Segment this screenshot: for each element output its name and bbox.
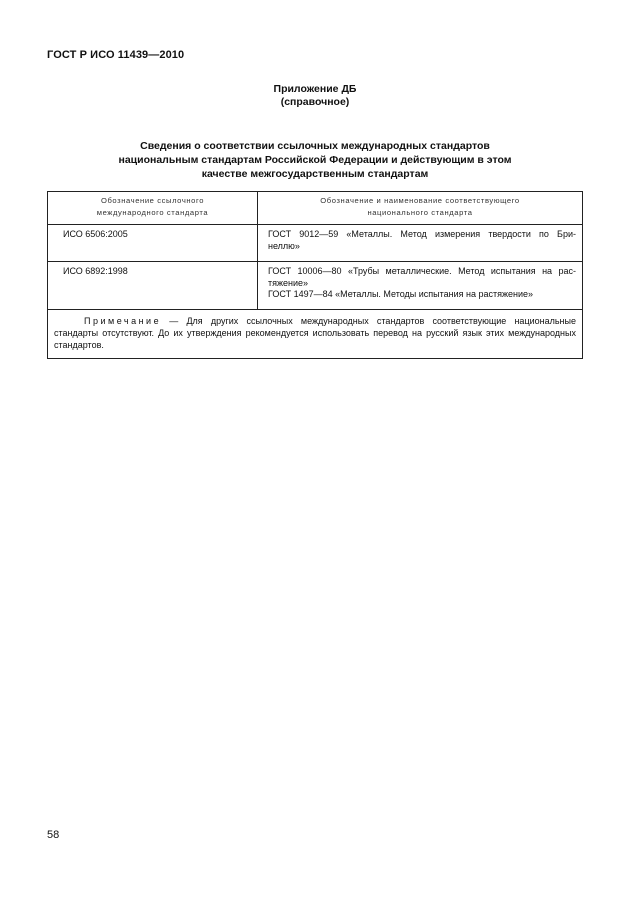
table-row [48,225,583,262]
section-title-line: Сведения о соответствии ссылочных международных стандартов [140,140,490,152]
header-text: международного стандарта [96,208,209,217]
national-standard-cell [258,225,583,262]
appendix-title: Приложение ДБ [273,83,357,95]
cell-line: ГОСТ 1497—84 «Металлы. Методы испытания на растяжение» [268,289,534,299]
cell-line: ГОСТ 9012—59 «Металлы. Метод измерения твердости по Бри- [268,229,576,239]
section-title-line: национальным стандартам Российской Федерации и действующим в этом [118,154,512,166]
header-text: Обозначение и наименование соответствующего [320,196,520,205]
standards-correspondence-table [47,191,583,359]
reference-standard-cell: ИСО 6892:1998 [48,262,258,310]
header-text: Обозначение ссылочного [100,196,205,205]
section-title [0,139,630,181]
appendix-subtitle: (справочное) [280,96,350,108]
table-note-row [48,310,583,359]
header-text: национального стандарта [367,208,473,217]
column-header-national-standard [258,192,583,225]
table-row [48,262,583,310]
reference-standard-cell: ИСО 6506:2005 [48,225,258,262]
document-header: ГОСТ Р ИСО 11439—2010 [47,49,185,61]
national-standard-cell [258,262,583,310]
table-header-row [48,192,583,225]
column-header-reference-standard [48,192,258,225]
table-note [48,310,583,359]
section-title-line: качестве межгосударственным стандартам [201,168,429,180]
note-label: Примечание [84,316,162,326]
note-text: — Для других ссылочных международных стандартов соответствующие национальные стандарты отсутствуют. До их утверждения рекомендуется использовать перевод на русский язык этих международных стандартов. [54,316,576,350]
cell-line: тяжение» [268,277,309,288]
cell-line: ГОСТ 10006—80 «Трубы металлические. Метод испытания на рас- [268,266,576,276]
page-number: 58 [47,829,60,841]
cell-line: неллю» [268,240,300,251]
